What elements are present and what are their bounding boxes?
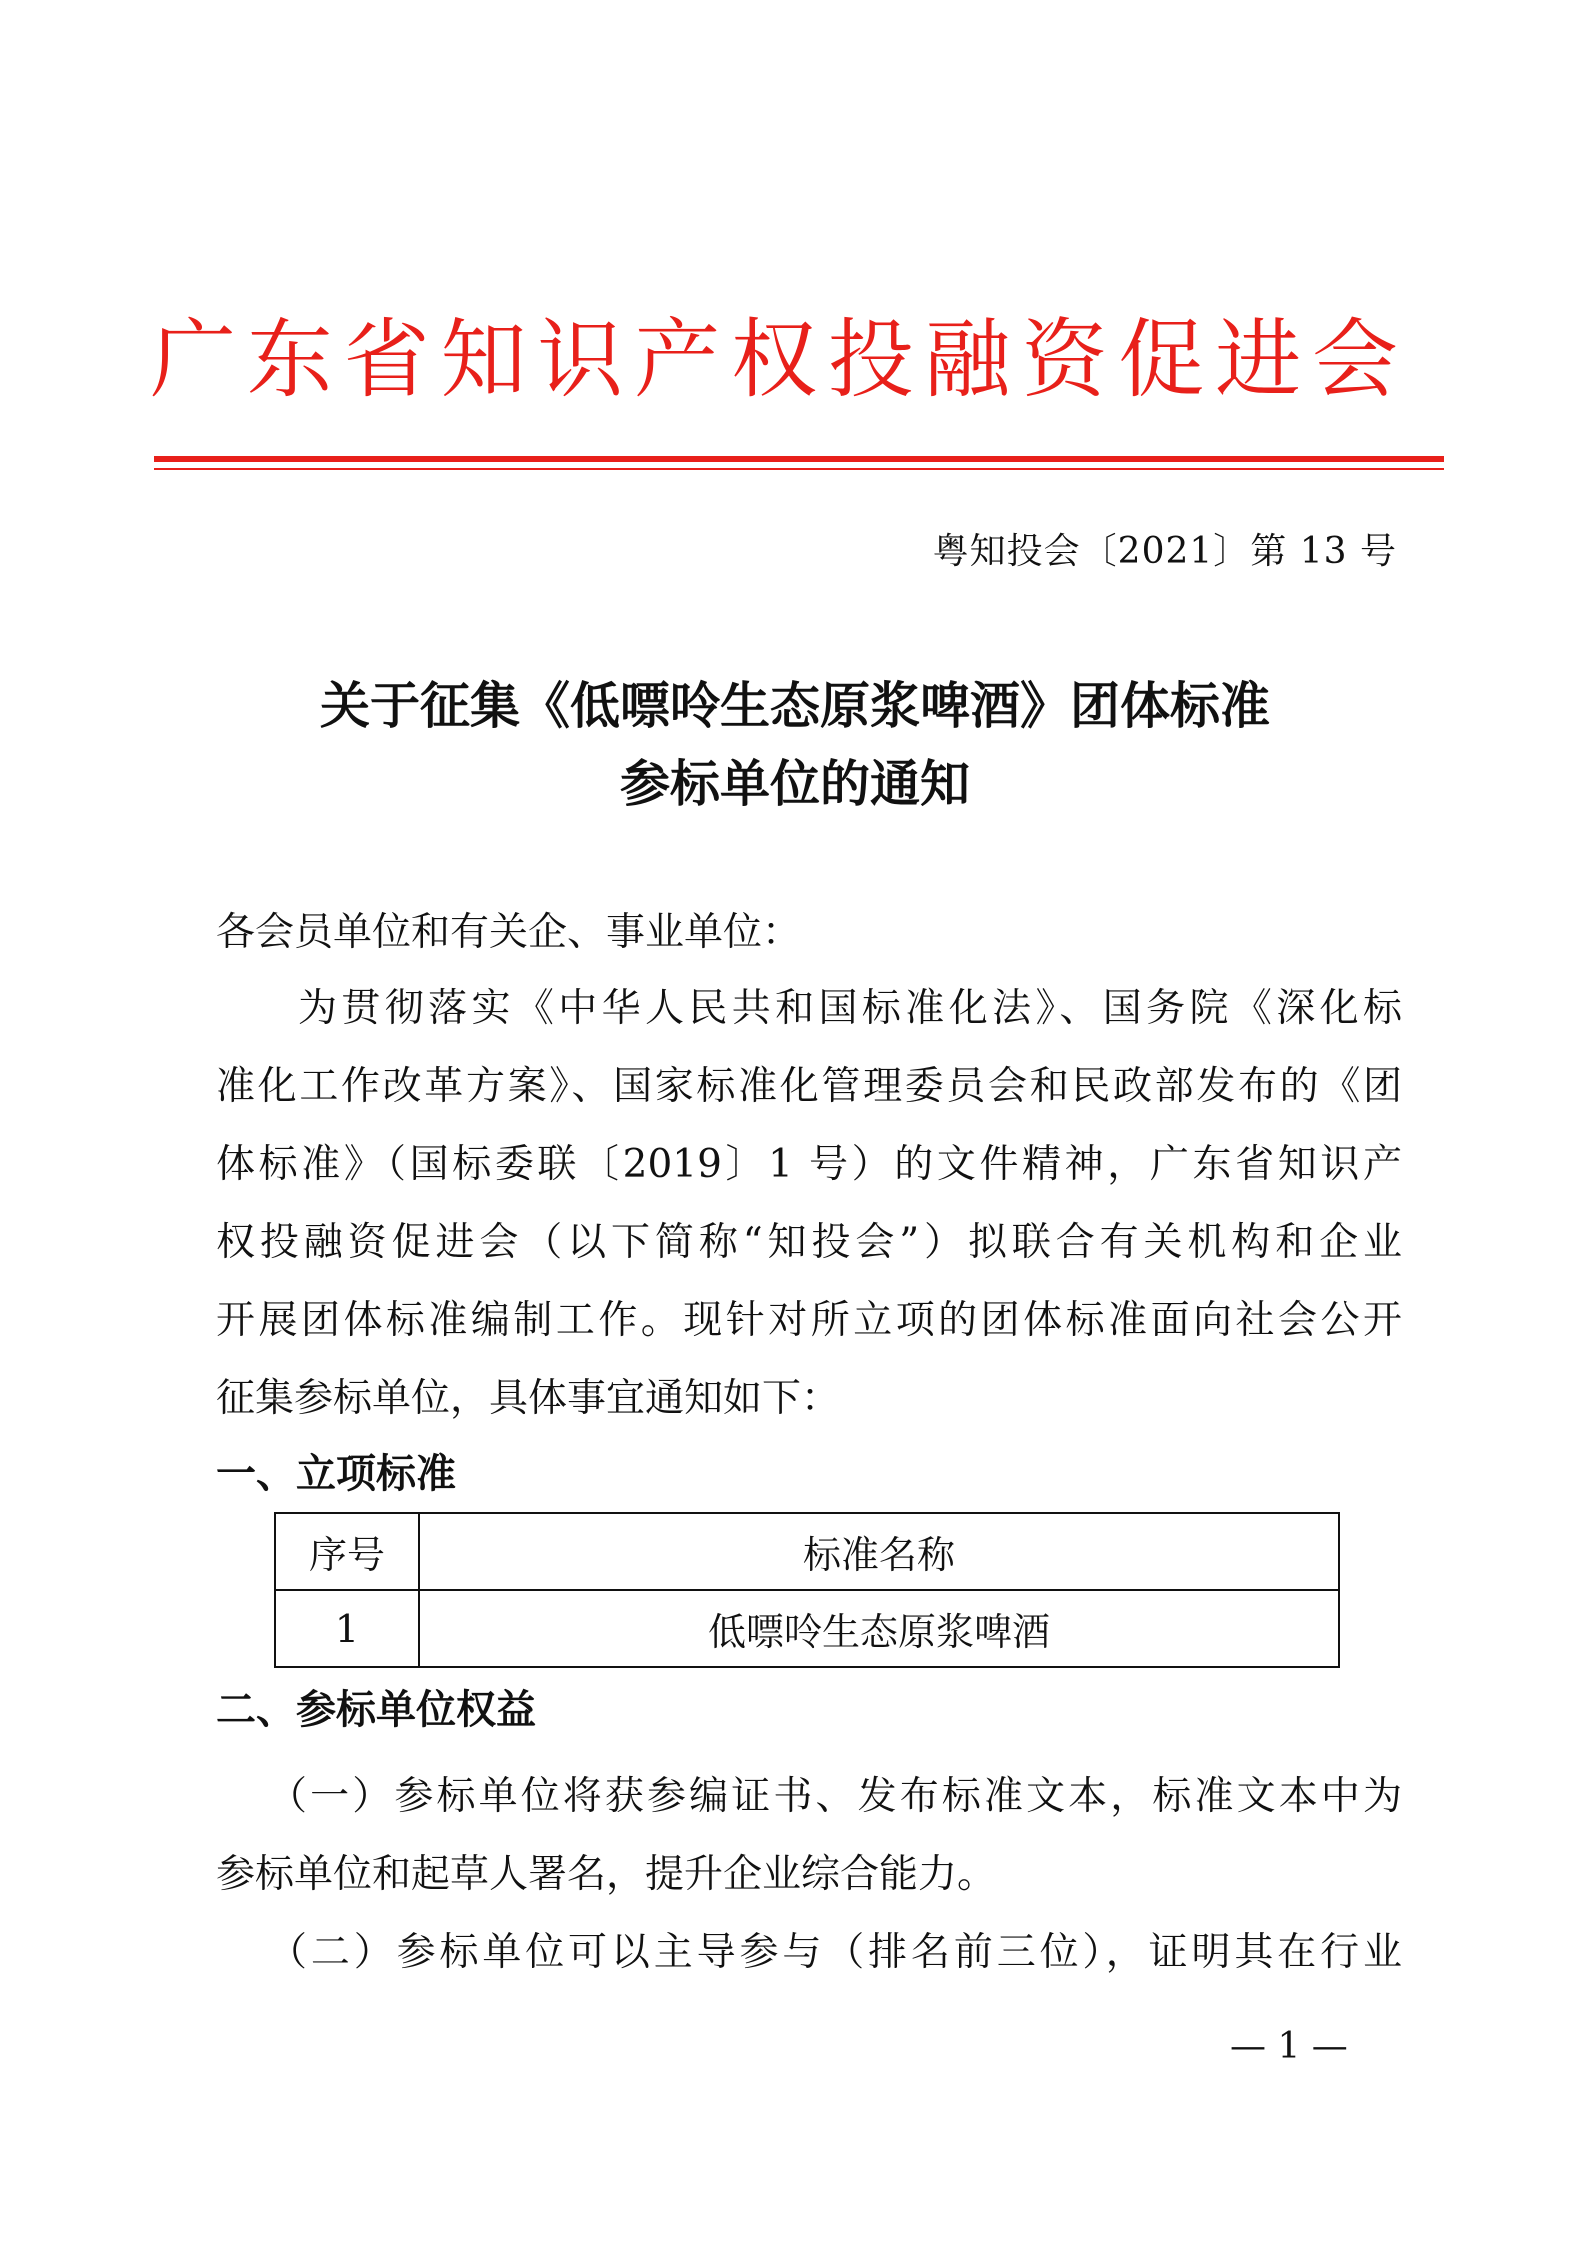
intro-line: 权投融资促进会（以下简称“知投会”）拟联合有关机构和企业 xyxy=(216,1220,1402,1265)
table-cell: 低嘌呤生态原浆啤酒 xyxy=(419,1590,1339,1667)
table-cell: 1 xyxy=(275,1590,419,1667)
salutation: 各会员单位和有关企、事业单位： xyxy=(216,910,802,955)
notice-title-line-1: 关于征集《低嘌呤生态原浆啤酒》团体标准 xyxy=(320,677,1270,735)
header-rule-thin xyxy=(154,468,1444,470)
intro-line: 为贯彻落实《中华人民共和国标准化法》、国务院《深化标 xyxy=(298,986,1402,1031)
intro-line: 准化工作改革方案》、国家标准化管理委员会和民政部发布的《团 xyxy=(216,1064,1402,1109)
benefit-item-line: 参标单位和起草人署名，提升企业综合能力。 xyxy=(216,1852,997,1897)
table-header-cell: 标准名称 xyxy=(419,1513,1339,1590)
table-header-cell: 序号 xyxy=(275,1513,419,1590)
benefit-item-line: （二）参标单位可以主导参与（排名前三位），证明其在行业 xyxy=(268,1930,1402,1975)
intro-line: 体标准》（国标委联〔2019〕1 号）的文件精神，广东省知识产 xyxy=(216,1142,1402,1187)
table-header-row xyxy=(275,1513,1339,1590)
section-heading-standards: 一、立项标准 xyxy=(216,1451,456,1497)
standards-table xyxy=(274,1512,1340,1668)
table-row xyxy=(275,1590,1339,1667)
header-rule-thick xyxy=(154,456,1444,462)
intro-line: 开展团体标准编制工作。现针对所立项的团体标准面向社会公开 xyxy=(216,1298,1402,1343)
notice-title-line-2: 参标单位的通知 xyxy=(620,755,970,813)
section-heading-benefits: 二、参标单位权益 xyxy=(216,1687,536,1733)
document-number: 粤知投会〔2021〕第 13 号 xyxy=(932,531,1397,572)
page-number: — 1 — xyxy=(1230,2026,1348,2067)
intro-line: 征集参标单位，具体事宜通知如下： xyxy=(216,1376,841,1421)
organization-title: 广东省知识产权投融资促进会 xyxy=(150,310,1400,410)
benefit-item-line: （一）参标单位将获参编证书、发布标准文本，标准文本中为 xyxy=(268,1774,1402,1819)
